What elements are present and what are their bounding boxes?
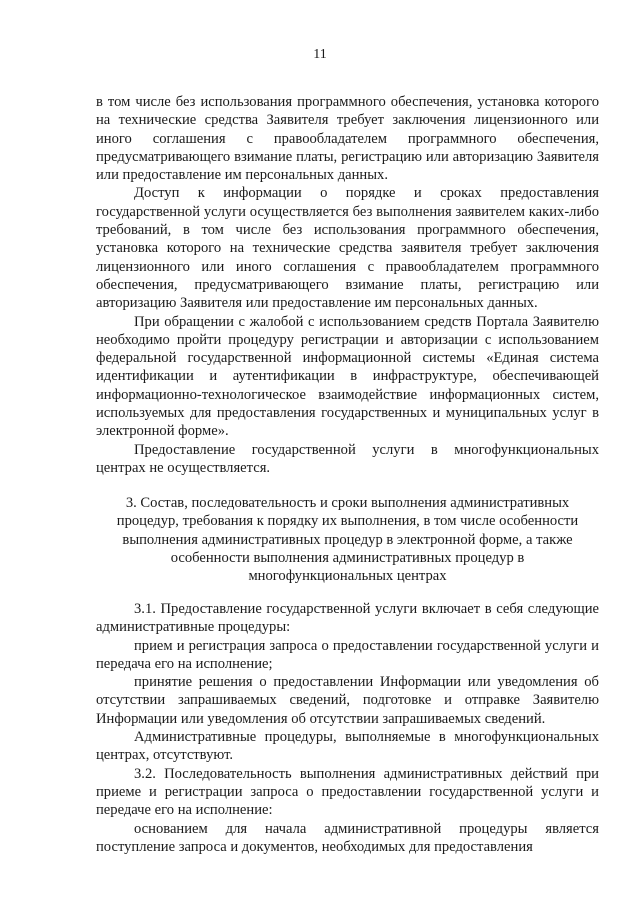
- paragraph: Доступ к информации о порядке и сроках предоставления государственной услуги осуществляется без выполнения заявителем каких-либо требований, в том числе без использования программного обеспечения, установка которого на технические средства заявителя требует заключения лицензионного или иного соглашения с правообладателем программного обеспечения, предусматривающего взимание платы, регистрацию или авторизацию Заявителя или предоставление им персональных данных.: [96, 185, 599, 312]
- section-heading-line: 3. Состав, последовательность и сроки выполнения административных: [125, 495, 570, 511]
- section-heading: [96, 494, 599, 585]
- section-heading-line: выполнения административных процедур в электронной форме, а также: [122, 531, 573, 548]
- paragraph: основанием для начала административной процедуры является поступление запроса и документов, необходимых для предоставления: [96, 820, 599, 855]
- page-number: 11: [313, 47, 327, 62]
- paragraph: прием и регистрация запроса о предоставлении государственной услуги и передача его на исполнение;: [96, 637, 599, 672]
- text-block-bottom: [96, 600, 599, 856]
- section-heading-line: процедур, требования к порядку их выполнения, в том числе особенности: [116, 513, 579, 530]
- section-heading-line: особенности выполнения административных процедур в: [170, 549, 525, 566]
- paragraph: 3.2. Последовательность выполнения административных действий при приеме и регистрации запроса о предоставлении государственной услуги и передаче его на исполнение:: [96, 765, 599, 819]
- paragraph: принятие решения о предоставлении Информации или уведомления об отсутствии запрашиваемых сведений, подготовке и отправке Заявителю Информации или уведомления об отсутствии запрашиваемых сведений.: [96, 674, 599, 727]
- paragraph: 3.1. Предоставление государственной услуги включает в себя следующие административные процедуры:: [96, 601, 599, 636]
- section-heading-line: многофункциональных центрах: [248, 568, 447, 585]
- paragraph: Предоставление государственной услуги в многофункциональных центрах не осуществляется.: [96, 441, 599, 476]
- paragraph: При обращении с жалобой с использованием средств Портала Заявителю необходимо пройти процедуру регистрации и авторизации с использованием федеральной государственной информационной системы «Единая система идентификации и аутентификации в инфраструктуре, обеспечивающей информационно-технологическое взаимодействие информационных систем, используемых для предоставления государственных и муниципальных услуг в электронной форме».: [96, 313, 599, 440]
- text-block-top: [96, 93, 599, 477]
- paragraph: в том числе без использования программного обеспечения, установка которого на технические средства Заявителя требует заключения лицензионного или иного соглашения с правообладателем программного обеспечения, предусматривающего взимание платы, регистрацию или авторизацию Заявителя или предоставление им персональных данных.: [96, 94, 599, 184]
- paragraph: Административные процедуры, выполняемые в многофункциональных центрах, отсутствуют.: [96, 729, 599, 764]
